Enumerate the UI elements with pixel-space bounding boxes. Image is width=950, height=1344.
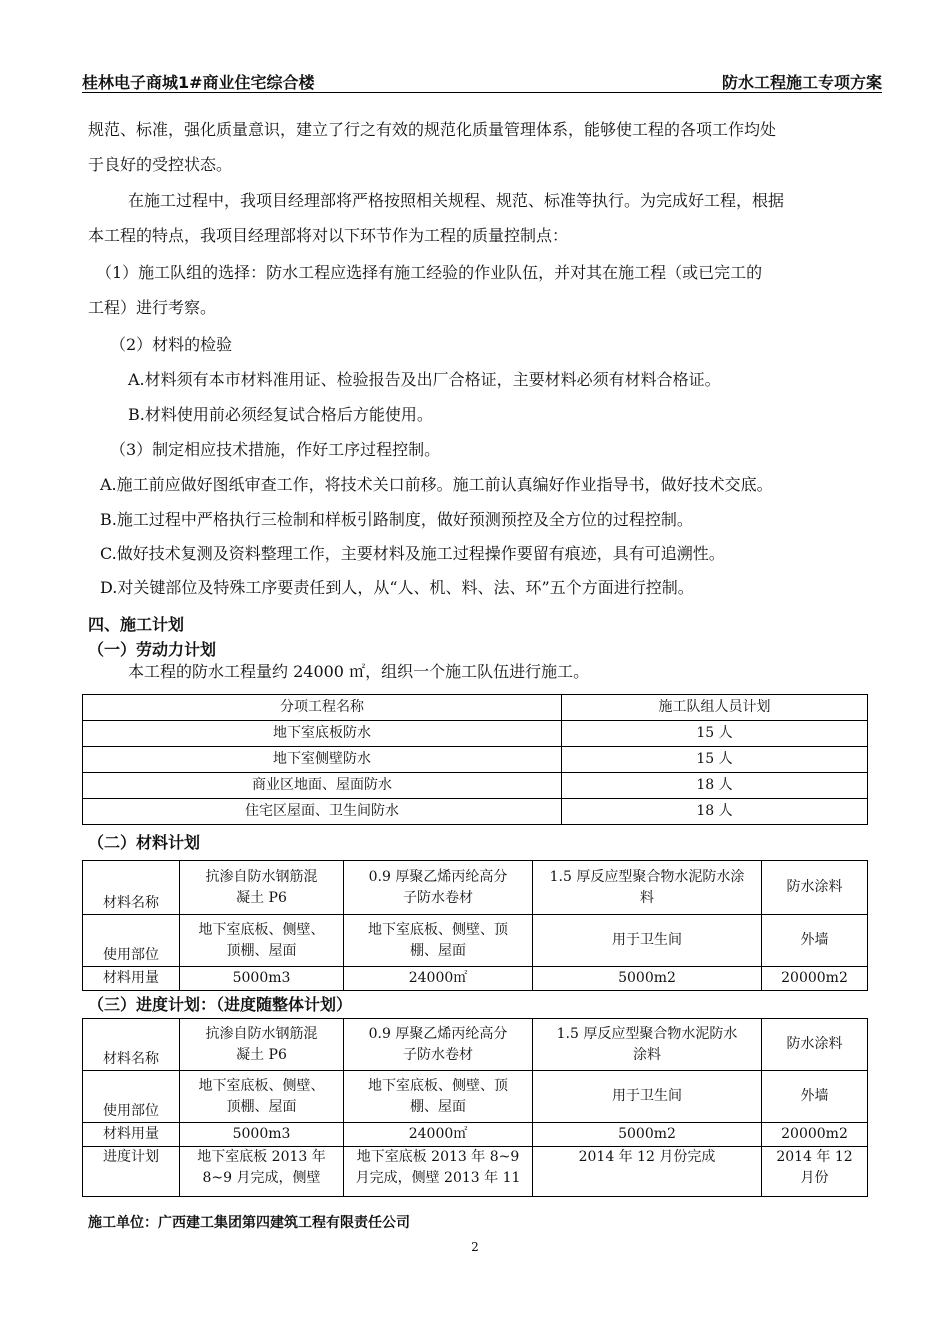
labor-plan-table xyxy=(82,694,868,825)
table-cell: 商业区地面、屋面防水 xyxy=(83,773,562,799)
paragraph-line: C.做好技术复测及资料整理工作，主要材料及施工过程操作要留有痕迹，具有可追溯性。 xyxy=(100,544,725,563)
table-cell: 防水涂料 xyxy=(762,1019,868,1071)
row-label: 材料用量 xyxy=(83,967,180,991)
header-divider xyxy=(82,92,882,93)
paragraph-line: （1）施工队组的选择：防水工程应选择有施工经验的作业队伍，并对其在施工程（或已完工的 xyxy=(96,263,763,282)
table-cell: 外墙 xyxy=(762,915,868,967)
paragraph-line: A.材料须有本市材料准用证、检验报告及出厂合格证，主要材料必须有材料合格证。 xyxy=(128,370,721,389)
table-cell: 5000m2 xyxy=(533,1123,762,1147)
paragraph-line: 在施工过程中，我项目经理部将严格按照相关规程、规范、标准等执行。为完成好工程，根据 xyxy=(128,191,785,210)
paragraph-line: 规范、标准，强化质量意识，建立了行之有效的规范化质量管理体系，能够使工程的各项工作均处 xyxy=(88,120,777,139)
table-cell: 地下室底板、侧壁、 顶棚、屋面 xyxy=(180,1071,344,1123)
header-doc-title: 防水工程施工专项方案 xyxy=(721,73,882,92)
table-cell: 15 人 xyxy=(562,721,868,747)
schedule-plan-table xyxy=(82,1018,868,1197)
table-cell: 抗渗自防水钢筋混 凝土 P6 xyxy=(180,861,344,915)
construction-unit: 施工单位：广西建工集团第四建筑工程有限责任公司 xyxy=(88,1215,410,1231)
table-row xyxy=(83,1123,868,1147)
row-label: 材料名称 xyxy=(83,1019,180,1071)
table-cell: 2014 年 12 月份 xyxy=(762,1147,868,1197)
table-row xyxy=(83,747,868,773)
table-header-cell: 分项工程名称 xyxy=(83,695,562,721)
table-row xyxy=(83,861,868,915)
table-cell: 用于卫生间 xyxy=(533,915,762,967)
table-cell: 地下室底板、侧壁、 顶棚、屋面 xyxy=(180,915,344,967)
table-row xyxy=(83,915,868,967)
paragraph-line: 于良好的受控状态。 xyxy=(88,155,233,174)
table-cell: 15 人 xyxy=(562,747,868,773)
subsection-heading: （一）劳动力计划 xyxy=(88,640,217,659)
table-cell: 20000m2 xyxy=(762,1123,868,1147)
table-cell: 住宅区屋面、卫生间防水 xyxy=(83,799,562,825)
paragraph-line: 本工程的防水工程量约 24000 ㎡，组织一个施工队伍进行施工。 xyxy=(128,662,590,681)
table-header-cell: 施工队组人员计划 xyxy=(562,695,868,721)
table-cell: 18 人 xyxy=(562,773,868,799)
table-cell: 24000㎡ xyxy=(344,1123,533,1147)
paragraph-line: 本工程的特点，我项目经理部将对以下环节作为工程的质量控制点： xyxy=(88,226,569,245)
paragraph-line: D.对关键部位及特殊工序要责任到人，从“人、机、料、法、环”五个方面进行控制。 xyxy=(100,578,694,597)
table-row xyxy=(83,967,868,991)
section-heading: 四、施工计划 xyxy=(88,615,185,634)
subsection-heading: （三）进度计划：（进度随整体计划） xyxy=(88,995,353,1014)
table-cell: 0.9 厚聚乙烯丙纶高分 子防水卷材 xyxy=(344,1019,533,1071)
row-label: 使用部位 xyxy=(83,1071,180,1123)
paragraph-line: A.施工前应做好图纸审查工作，将技术关口前移。施工前认真编好作业指导书，做好技术交底。 xyxy=(100,475,773,494)
table-cell: 防水涂料 xyxy=(762,861,868,915)
table-cell: 地下室底板、侧壁、顶 棚、屋面 xyxy=(344,915,533,967)
table-cell: 外墙 xyxy=(762,1071,868,1123)
table-cell: 地下室底板 2013 年 8~9 月完成，侧壁 2013 年 11 xyxy=(344,1147,533,1197)
table-cell: 20000m2 xyxy=(762,967,868,991)
row-label: 材料用量 xyxy=(83,1123,180,1147)
table-row xyxy=(83,1019,868,1071)
table-cell: 5000m3 xyxy=(180,967,344,991)
page-header xyxy=(82,70,882,90)
table-cell: 抗渗自防水钢筋混 凝土 P6 xyxy=(180,1019,344,1071)
paragraph-line: （2）材料的检验 xyxy=(110,335,233,354)
table-cell: 5000m3 xyxy=(180,1123,344,1147)
header-project-title: 桂林电子商城1#商业住宅综合楼 xyxy=(82,73,315,92)
table-cell: 0.9 厚聚乙烯丙纶高分 子防水卷材 xyxy=(344,861,533,915)
subsection-heading: （二）材料计划 xyxy=(88,833,201,852)
paragraph-line: B.施工过程中严格执行三检制和样板引路制度，做好预测预控及全方位的过程控制。 xyxy=(100,510,693,529)
row-label: 材料名称 xyxy=(83,861,180,915)
paragraph-line: （3）制定相应技术措施，作好工序过程控制。 xyxy=(110,440,441,459)
table-cell: 1.5 厚反应型聚合物水泥防水 涂料 xyxy=(533,1019,762,1071)
table-cell: 地下室底板、侧壁、顶 棚、屋面 xyxy=(344,1071,533,1123)
table-cell: 24000㎡ xyxy=(344,967,533,991)
row-label: 使用部位 xyxy=(83,915,180,967)
table-row xyxy=(83,1071,868,1123)
paragraph-line: B.材料使用前必须经复试合格后方能使用。 xyxy=(128,405,433,424)
table-row xyxy=(83,773,868,799)
material-plan-table xyxy=(82,860,868,991)
table-cell: 18 人 xyxy=(562,799,868,825)
table-cell: 5000m2 xyxy=(533,967,762,991)
table-cell: 用于卫生间 xyxy=(533,1071,762,1123)
table-cell: 地下室底板 2013 年 8~9 月完成，侧壁 xyxy=(180,1147,344,1197)
table-row xyxy=(83,1147,868,1197)
paragraph-line: 工程）进行考察。 xyxy=(88,298,217,317)
row-label: 进度计划 xyxy=(83,1147,180,1197)
table-cell: 地下室底板防水 xyxy=(83,721,562,747)
table-cell: 1.5 厚反应型聚合物水泥防水涂 料 xyxy=(533,861,762,915)
table-row xyxy=(83,721,868,747)
page-number: 2 xyxy=(471,1240,479,1254)
table-row xyxy=(83,799,868,825)
table-cell: 2014 年 12 月份完成 xyxy=(533,1147,762,1197)
table-cell: 地下室侧壁防水 xyxy=(83,747,562,773)
